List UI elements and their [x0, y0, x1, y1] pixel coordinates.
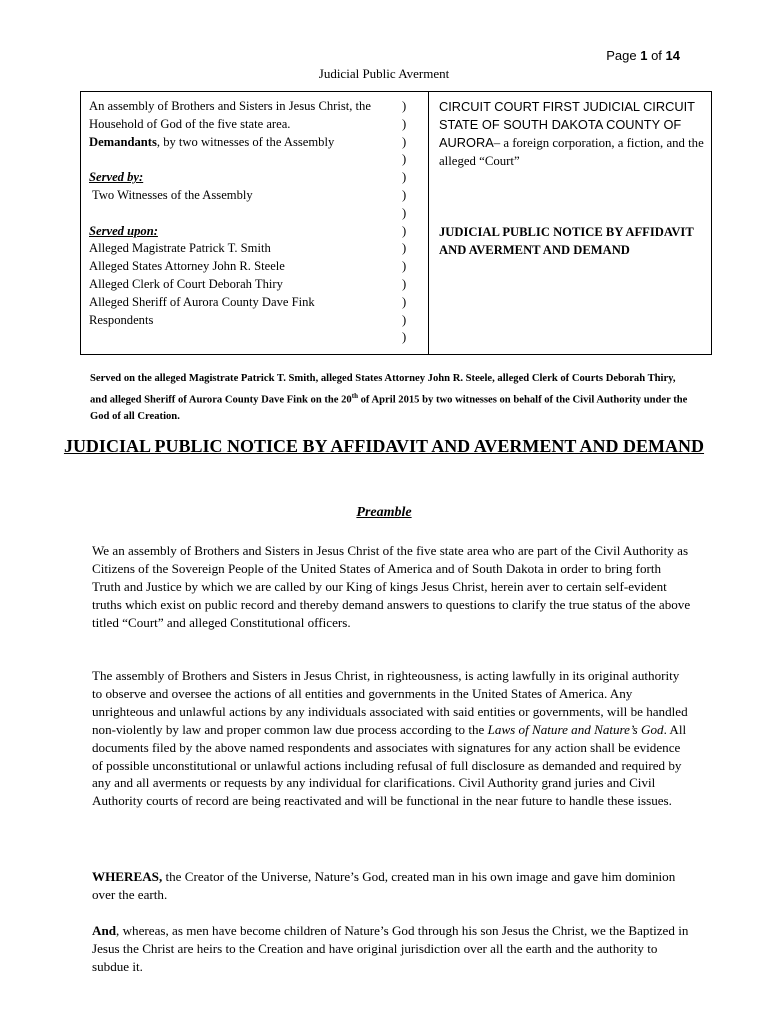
page-current: 1 — [640, 48, 648, 63]
caption-divider — [428, 92, 429, 354]
list-item: Alleged Clerk of Court Deborah Thiry — [89, 276, 283, 291]
header-title: Judicial Public Averment — [318, 66, 450, 81]
document-title: JUDICIAL PUBLIC NOTICE BY AFFIDAVIT AND AVERMENT AND DEMAND — [63, 436, 705, 456]
list-item: Alleged Sheriff of Aurora County Dave Fink — [89, 294, 315, 309]
paragraph-1: We an assembly of Brothers and Sisters in Jesus Christ of the five state area who are part of the Civil Authority as Citizens of the Sovereign People of the United States of America and of South Dakota in order to bring forth Truth and Justice by which we are called by our King of kings Jesus Christ, herein aver to certain self-evident truths which exist on public record and thereby demand answers to questions to clarify the true status of the above titled “Court” and alleged Constitutional officers. — [92, 543, 691, 630]
caption-parentheses: ) ) ) ) ) ) ) ) ) ) ) ) ) ) — [402, 99, 407, 345]
service-note: Served on the alleged Magistrate Patrick T. Smith, alleged States Attorney John R. Steele, alleged Clerk of Courts Deborah Thiry, and alleged Sheriff of Aurora County Dave Fink on the 20th of April 2015 by two witnesses on behalf of the Civil Authority under the God of all Creation. — [90, 373, 688, 422]
page-total: 14 — [665, 48, 680, 63]
served-upon-list — [89, 240, 389, 329]
court-name: CIRCUIT COURT FIRST JUDICIAL CIRCUIT STATE OF SOUTH DAKOTA COUNTY OF AURORA– a foreign corporation, a fiction, and the alleged “Court” — [439, 99, 704, 169]
assembly-text: An assembly of Brothers and Sisters in Jesus Christ, the Household of God of the five state area. — [89, 99, 371, 131]
caption-court — [439, 98, 704, 260]
paragraph-whereas: WHEREAS, the Creator of the Universe, Nature’s God, created man in his own image and gave him dominion over the earth. — [92, 869, 676, 902]
list-item: Respondents — [89, 312, 154, 327]
caption-document-title: JUDICIAL PUBLIC NOTICE BY AFFIDAVIT AND AVERMENT AND DEMAND — [439, 225, 694, 257]
page-number: Page 1 of 14 — [606, 48, 680, 63]
list-item: Alleged States Attorney John R. Steele — [89, 259, 285, 274]
caption-parties — [89, 98, 389, 329]
served-by-value: Two Witnesses of the Assembly — [92, 187, 253, 202]
paragraph-and-whereas: And, whereas, as men have become children of Nature’s God through his son Jesus the Christ, we the Baptized in Jesus the Christ are heirs to the Creation and have original jurisdiction over all the earth and the authority to subdue it. — [92, 923, 689, 974]
demandants-line: Demandants, by two witnesses of the Assembly — [89, 134, 335, 149]
served-by-label: Served by: — [89, 170, 144, 185]
case-caption-box — [80, 91, 712, 355]
list-item: Alleged Magistrate Patrick T. Smith — [89, 241, 271, 256]
served-upon-label: Served upon: — [89, 223, 158, 238]
paragraph-2: The assembly of Brothers and Sisters in Jesus Christ, in righteousness, is acting lawfully in its original authority to observe and oversee the actions of all entities and governments in the United States of America. Any unrighteous and unlawful actions by any individuals associated with said entities or governments, will be handled non-violently by law and proper common law due process according to the Laws of Nature and Nature’s God. All documents filed by the above named respondents and associates with signatures for any action shall be evidence of possible unconstitutional or unlawful actions including refusal of full disclosure as demanded and required by any and all averments or requests by any individual for clarifications. Civil Authority grand juries and Civil Authority courts of record are being reactivated and will be functional in the near future to handle these issues. — [92, 668, 688, 809]
preamble-heading: Preamble — [356, 505, 412, 520]
